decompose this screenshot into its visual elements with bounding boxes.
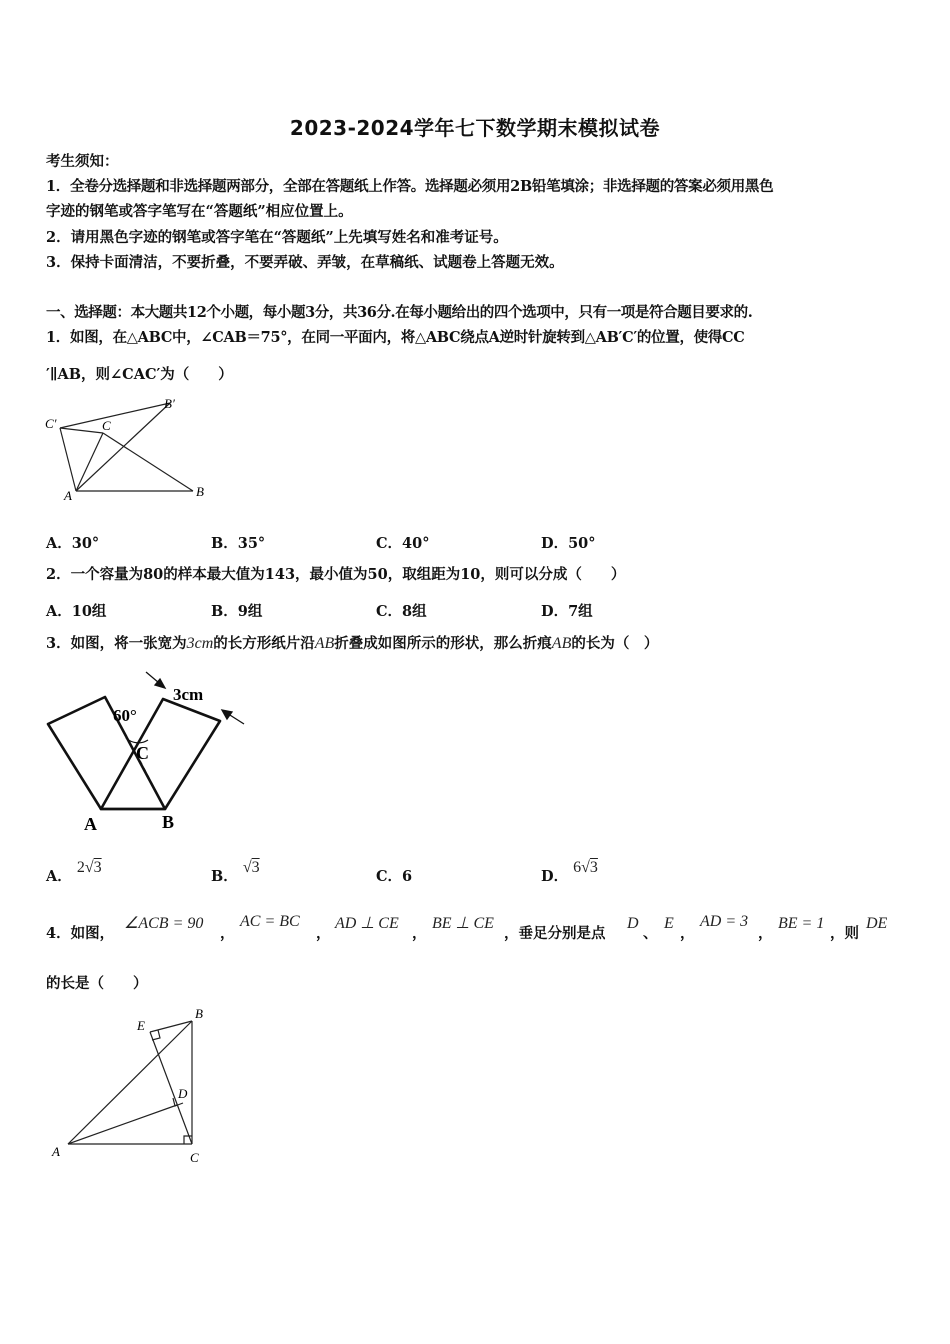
q4-cond-equal: AC = BC xyxy=(240,913,300,930)
q3-fig-label-a: A xyxy=(84,814,97,834)
q3-stem-ab: AB xyxy=(314,635,335,652)
notice-item-1-line-2: 字迹的钢笔或答字笔写在“答题纸”相应位置上。 xyxy=(46,203,353,220)
q4-stem-mid: ，垂足分别是点 xyxy=(504,925,606,942)
q4-comma-4: ， xyxy=(680,925,695,942)
q4-comma-3: ， xyxy=(412,925,427,942)
q3-stem xyxy=(46,634,658,654)
q3-fig-width-label: 3cm xyxy=(173,685,204,704)
q3-option-d[interactable]: D． 6√3 xyxy=(541,859,598,885)
q1-option-c[interactable]: C．40° xyxy=(376,535,430,552)
q3-stem-post: 折叠成如图所示的形状，那么折痕 xyxy=(334,635,552,652)
q4-label-e: E xyxy=(137,1018,145,1033)
q2-option-d[interactable]: D．7组 xyxy=(541,603,593,620)
q3-stem-pre: 3．如图，将一张宽为 xyxy=(46,635,187,652)
q3-fig-angle-label: 60° xyxy=(113,706,137,725)
q1-label-b-prime: B′ xyxy=(164,396,175,411)
q1-stem-line-1: 1．如图，在△ABC中，∠CAB＝75°，在同一平面内，将△ABC绕点A逆时针旋转到△AB′C′的位置，使得CC xyxy=(46,329,745,346)
section-1-heading: 一、选择题：本大题共12个小题，每小题3分，共36分.在每小题给出的四个选项中，只有一项是符合题目要求的. xyxy=(46,304,753,321)
q4-stem-line-2: 的长是（ ） xyxy=(46,975,148,992)
q1-label-b: B xyxy=(196,484,204,499)
q1-label-c-prime: C′ xyxy=(45,416,57,431)
q4-cond-ad-perp: AD ⊥ CE xyxy=(335,915,399,932)
q4-cond-be-perp: BE ⊥ CE xyxy=(432,915,494,932)
q2-stem: 2．一个容量为80的样本最大值为143，最小值为50，取组距为10，则可以分成（ ） xyxy=(46,566,626,583)
q2-option-c[interactable]: C．8组 xyxy=(376,603,427,620)
q1-option-b[interactable]: B．35° xyxy=(211,535,266,552)
page-title: 2023-2024学年七下数学期末模拟试卷 xyxy=(289,116,661,140)
q4-then: ，则 xyxy=(830,925,859,942)
q3-fig-label-c: C xyxy=(136,743,149,763)
q4-label-a: A xyxy=(52,1144,60,1159)
q4-comma-5: ， xyxy=(758,925,773,942)
notice-item-3: 3．保持卡面清洁，不要折叠，不要弄破、弄皱，在草稿纸、试题卷上答题无效。 xyxy=(46,254,564,271)
q4-cond-angle: ∠ACB = 90 xyxy=(124,915,204,932)
q1-figure xyxy=(40,388,220,508)
q4-point-d: D xyxy=(627,915,639,932)
notice-item-1-line-1: 1．全卷分选择题和非选择题两部分，全部在答题纸上作答。选择题必须用2B铅笔填涂；非选择题的答案必须用黑色 xyxy=(46,178,774,195)
q4-label-b: B xyxy=(195,1006,203,1021)
q4-stem-lead: 4．如图， xyxy=(46,925,115,942)
q3-option-c[interactable]: C．6 xyxy=(376,868,413,885)
q4-separator: 、 xyxy=(643,925,658,942)
q2-option-b[interactable]: B．9组 xyxy=(211,603,263,620)
q4-figure xyxy=(40,1000,220,1170)
q1-stem-line-2: ′∥AB，则∠CAC′为（ ） xyxy=(46,366,233,383)
q4-be-value: BE = 1 xyxy=(778,915,825,932)
q3-stem-ab-2: AB xyxy=(551,635,572,652)
q3-stem-width: 3cm xyxy=(186,635,214,652)
q4-comma-2: ， xyxy=(316,925,331,942)
q2-option-a[interactable]: A．10组 xyxy=(46,603,107,620)
q1-option-a[interactable]: A．30° xyxy=(46,535,100,552)
q4-ad-value: AD = 3 xyxy=(700,913,749,930)
q4-label-c: C xyxy=(190,1150,199,1165)
q1-label-c: C xyxy=(102,418,111,433)
q3-stem-mid: 的长方形纸片沿 xyxy=(213,635,315,652)
q3-option-b[interactable]: B． √3 xyxy=(211,859,260,885)
q3-fig-label-b: B xyxy=(162,812,175,832)
q4-point-e: E xyxy=(664,915,674,932)
notice-heading: 考生须知： xyxy=(46,153,119,170)
q1-option-d[interactable]: D．50° xyxy=(541,535,596,552)
q4-de: DE xyxy=(866,915,888,932)
notice-item-2: 2．请用黑色字迹的钢笔或答字笔在“答题纸”上先填写姓名和准考证号。 xyxy=(46,229,508,246)
q3-figure xyxy=(40,664,260,844)
q3-stem-tail: 的长为（ ） xyxy=(571,635,659,652)
q1-label-a: A xyxy=(64,488,72,503)
q4-label-d: D xyxy=(178,1086,188,1101)
q4-comma-1: ， xyxy=(220,925,235,942)
q3-option-a[interactable]: A． 2√3 xyxy=(46,859,102,885)
